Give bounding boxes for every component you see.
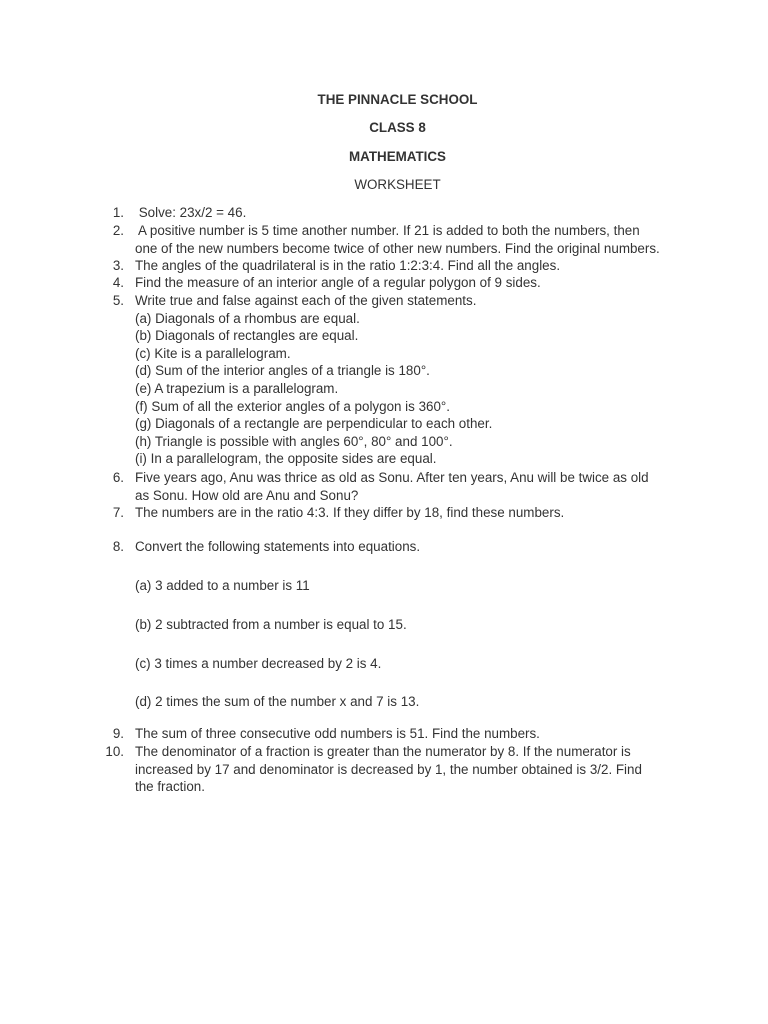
subject-label: MATHEMATICS xyxy=(349,149,446,164)
class-label: CLASS 8 xyxy=(369,120,426,135)
question-line: the fraction. xyxy=(135,779,205,795)
question-number: 1. xyxy=(112,205,124,220)
question-number: 3. xyxy=(112,258,124,273)
question-number: 10. xyxy=(105,744,124,759)
question-line: The angles of the quadrilateral is in the ratio 1:2:3:4. Find all the angles. xyxy=(135,258,561,273)
statement-f: (f) Sum of all the exterior angles of a polygon is 360°. xyxy=(135,398,450,414)
question-text xyxy=(135,292,685,468)
question-line: increased by 17 and denominator is decreased by 1, the number obtained is 3/2. Find xyxy=(135,761,642,777)
question-line: The denominator of a fraction is greater than the numerator by 8. If the numerator is xyxy=(135,744,631,759)
question-number: 6. xyxy=(112,470,124,485)
question-line: one of the new numbers become twice of other new numbers. Find the original numbers. xyxy=(135,240,660,256)
question-text xyxy=(135,222,685,257)
statement-i: (i) In a parallelogram, the opposite sides are equal. xyxy=(135,451,437,467)
statement-b: (b) Diagonals of rectangles are equal. xyxy=(135,328,359,344)
question-line: Write true and false against each of the given statements. xyxy=(135,293,477,308)
q8-part-d: (d) 2 times the sum of the number x and 7 is 13. xyxy=(135,694,420,709)
question-text xyxy=(135,257,685,275)
question-text xyxy=(135,504,685,522)
q8-part-a: (a) 3 added to a number is 11 xyxy=(135,578,310,593)
question-text xyxy=(135,204,685,222)
question-line: Find the measure of an interior angle of a regular polygon of 9 sides. xyxy=(135,275,541,290)
question-number: 8. xyxy=(112,539,124,554)
worksheet-title: WORKSHEET xyxy=(354,177,441,192)
question-line: The numbers are in the ratio 4:3. If they differ by 18, find these numbers. xyxy=(135,505,565,520)
question-number: 2. xyxy=(112,223,124,238)
school-name: THE PINNACLE SCHOOL xyxy=(317,92,478,107)
question-number: 7. xyxy=(112,505,124,520)
question-text xyxy=(135,469,685,504)
question-text xyxy=(135,743,685,796)
statement-h: (h) Triangle is possible with angles 60°, 80° and 100°. xyxy=(135,433,453,449)
question-text xyxy=(135,274,685,292)
question-number: 9. xyxy=(112,726,124,741)
question-number: 4. xyxy=(112,275,124,290)
question-text xyxy=(135,538,685,556)
question-text xyxy=(135,725,685,743)
question-line: as Sonu. How old are Anu and Sonu? xyxy=(135,487,359,503)
question-line: A positive number is 5 time another number. If 21 is added to both the numbers, then xyxy=(135,223,640,238)
statement-d: (d) Sum of the interior angles of a triangle is 180°. xyxy=(135,363,430,379)
statement-a: (a) Diagonals of a rhombus are equal. xyxy=(135,310,360,326)
question-line: The sum of three consecutive odd numbers is 51. Find the numbers. xyxy=(135,726,540,741)
question-line: Five years ago, Anu was thrice as old as Sonu. After ten years, Anu will be twice as old xyxy=(135,470,649,485)
question-line: Convert the following statements into equations. xyxy=(135,539,421,554)
q8-part-b: (b) 2 subtracted from a number is equal to 15. xyxy=(135,617,407,632)
question-line: Solve: 23x/2 = 46. xyxy=(135,205,247,220)
q8-part-c: (c) 3 times a number decreased by 2 is 4. xyxy=(135,656,382,671)
statement-e: (e) A trapezium is a parallelogram. xyxy=(135,380,339,396)
question-number: 5. xyxy=(112,293,124,308)
statement-c: (c) Kite is a parallelogram. xyxy=(135,345,291,361)
statement-g: (g) Diagonals of a rectangle are perpendicular to each other. xyxy=(135,416,493,432)
